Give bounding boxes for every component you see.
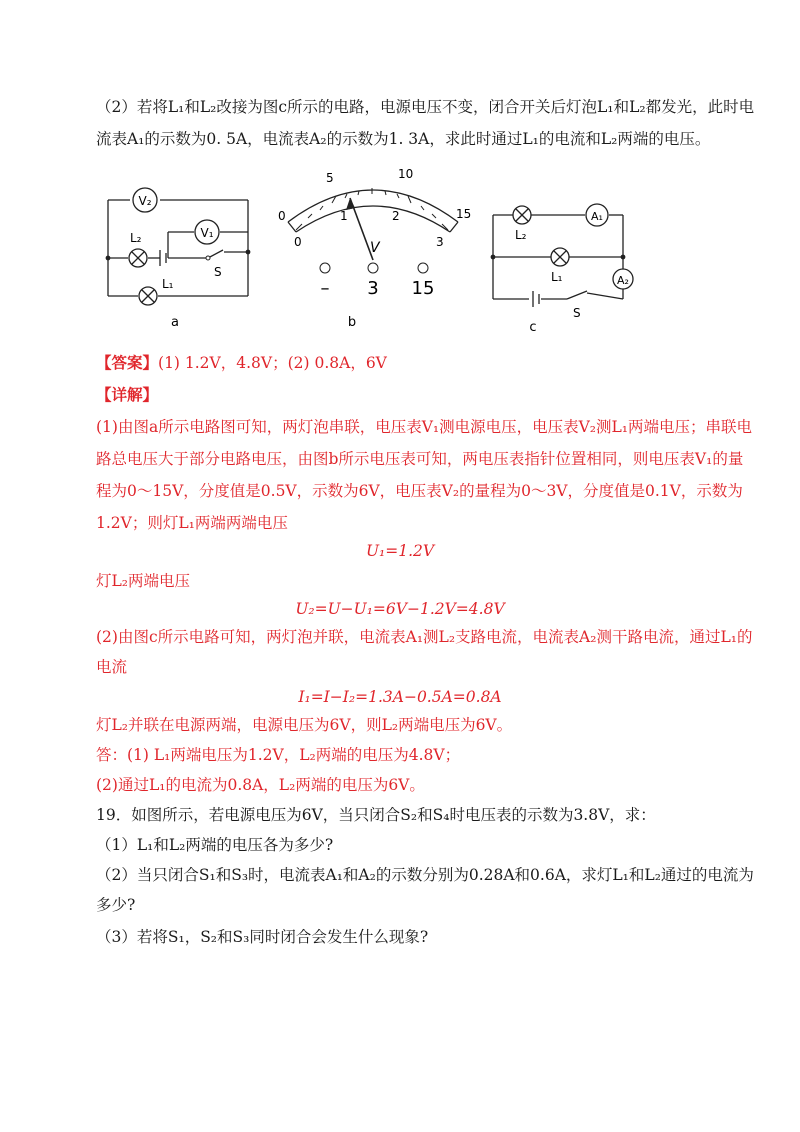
terminal-15: 15 xyxy=(411,278,435,299)
dial-top-5: 5 xyxy=(326,171,334,185)
terminal-3: 3 xyxy=(367,278,379,299)
detail-p2-line1: (2)由图c所示电路可知，两灯泡并联，电流表A₁测L₂支路电流，电流表A₂测干路电流，通过L₁的 xyxy=(96,628,753,646)
question19-stem: 19．如图所示，若电源电压为6V，当只闭合S₂和S₄时电压表的示数为3.8V，求： xyxy=(96,806,656,824)
dial-bottom-1: 1 xyxy=(340,209,348,223)
terminal-negative: – xyxy=(320,278,330,299)
fig-c-l1-label: L₁ xyxy=(551,270,563,284)
answer-text: (1) 1.2V，4.8V；(2) 0.8A，6V xyxy=(158,354,387,372)
dial-ticks xyxy=(296,188,448,230)
detail-p2-line3: 灯L₂并联在电源两端，电源电压为6V，则L₂两端电压为6V。 xyxy=(96,716,513,734)
question19-part3: （3）若将S₁，S₂和S₃同时闭合会发生什么现象? xyxy=(96,928,429,946)
fig-b-caption: b xyxy=(347,315,357,330)
detail-answer-line2: (2)通过L₁的电流为0.8A，L₂两端的电压为6V。 xyxy=(96,776,425,794)
question19-part2-line2: 多少? xyxy=(96,896,136,914)
dial-unit: V xyxy=(370,240,380,256)
dial-top-0: 0 xyxy=(278,209,286,223)
detail-tag: 【详解】 xyxy=(96,385,159,404)
detail-p1-line3: 程为0～15V，分度值是0.5V，示数为6V，电压表V₂的量程为0～3V，分度值是0.1V，示数为 xyxy=(96,482,743,500)
dial-bottom-2: 2 xyxy=(392,209,400,223)
detail-p2-line2: 电流 xyxy=(96,658,128,676)
figure-b-voltmeter xyxy=(268,160,478,330)
fig-a-l2-label: L₂ xyxy=(130,231,142,245)
question19-part2-line1: （2）当只闭合S₁和S₃时，电流表A₁和A₂的示数分别为0.28A和0.6A，求灯L₁和L₂通过的电流为 xyxy=(96,866,754,884)
detail-answer-line1: 答：(1) L₁两端电压为1.2V，L₂两端的电压为4.8V； xyxy=(96,746,461,764)
fig-a-s-label: S xyxy=(214,265,222,279)
detail-p1-line5: 灯L₂两端电压 xyxy=(96,572,191,590)
fig-a-v2-label: V₂ xyxy=(138,194,152,208)
detail-p1-line1: (1)由图a所示电路图可知，两灯泡串联，电压表V₁测电源电压，电压表V₂测L₁两端电压；串联电 xyxy=(96,418,753,436)
dial-bottom-0: 0 xyxy=(294,235,302,249)
fig-c-a2-label: A₂ xyxy=(617,274,629,287)
fig-c-s-label: S xyxy=(573,306,581,320)
fig-c-l2-label: L₂ xyxy=(515,228,527,242)
fig-c-a1-label: A₁ xyxy=(591,210,603,223)
dial-bottom-3: 3 xyxy=(436,235,444,249)
figure-a-circuit xyxy=(100,180,260,330)
detail-p1-line2: 路总电压大于部分电路电压，由图b所示电压表可知，两电压表指针位置相同，则电压表V₁的量 xyxy=(96,450,744,468)
question19-part1: （1）L₁和L₂两端的电压各为多少? xyxy=(96,836,334,854)
question-part2-line1: （2）若将L₁和L₂改接为图c所示的电路，电源电压不变，闭合开关后灯泡L₁和L₂都发光，此时电 xyxy=(96,98,755,116)
dial-top-15: 15 xyxy=(456,207,472,221)
answer-line xyxy=(96,352,387,374)
answer-tag: 【答案】 xyxy=(96,353,159,372)
question-part2-line2: 流表A₁的示数为0. 5A，电流表A₂的示数为1. 3A，求此时通过L₁的电流和L₂两端的电压。 xyxy=(96,130,711,148)
equation-u2: U₂=U−U₁=6V−1.2V=4.8V xyxy=(295,600,505,618)
equation-u1: U₁=1.2V xyxy=(365,542,435,560)
equation-i1: I₁=I−I₂=1.3A−0.5A=0.8A xyxy=(298,688,502,706)
fig-a-l1-label: L₁ xyxy=(162,277,174,291)
fig-c-caption: c xyxy=(529,320,537,335)
fig-a-caption: a xyxy=(171,315,179,330)
fig-a-v1-label: V₁ xyxy=(200,226,214,240)
figure-c-circuit xyxy=(485,195,645,340)
dial-top-10: 10 xyxy=(398,167,414,181)
detail-p1-line4: 1.2V；则灯L₁两端两端电压 xyxy=(96,514,288,532)
